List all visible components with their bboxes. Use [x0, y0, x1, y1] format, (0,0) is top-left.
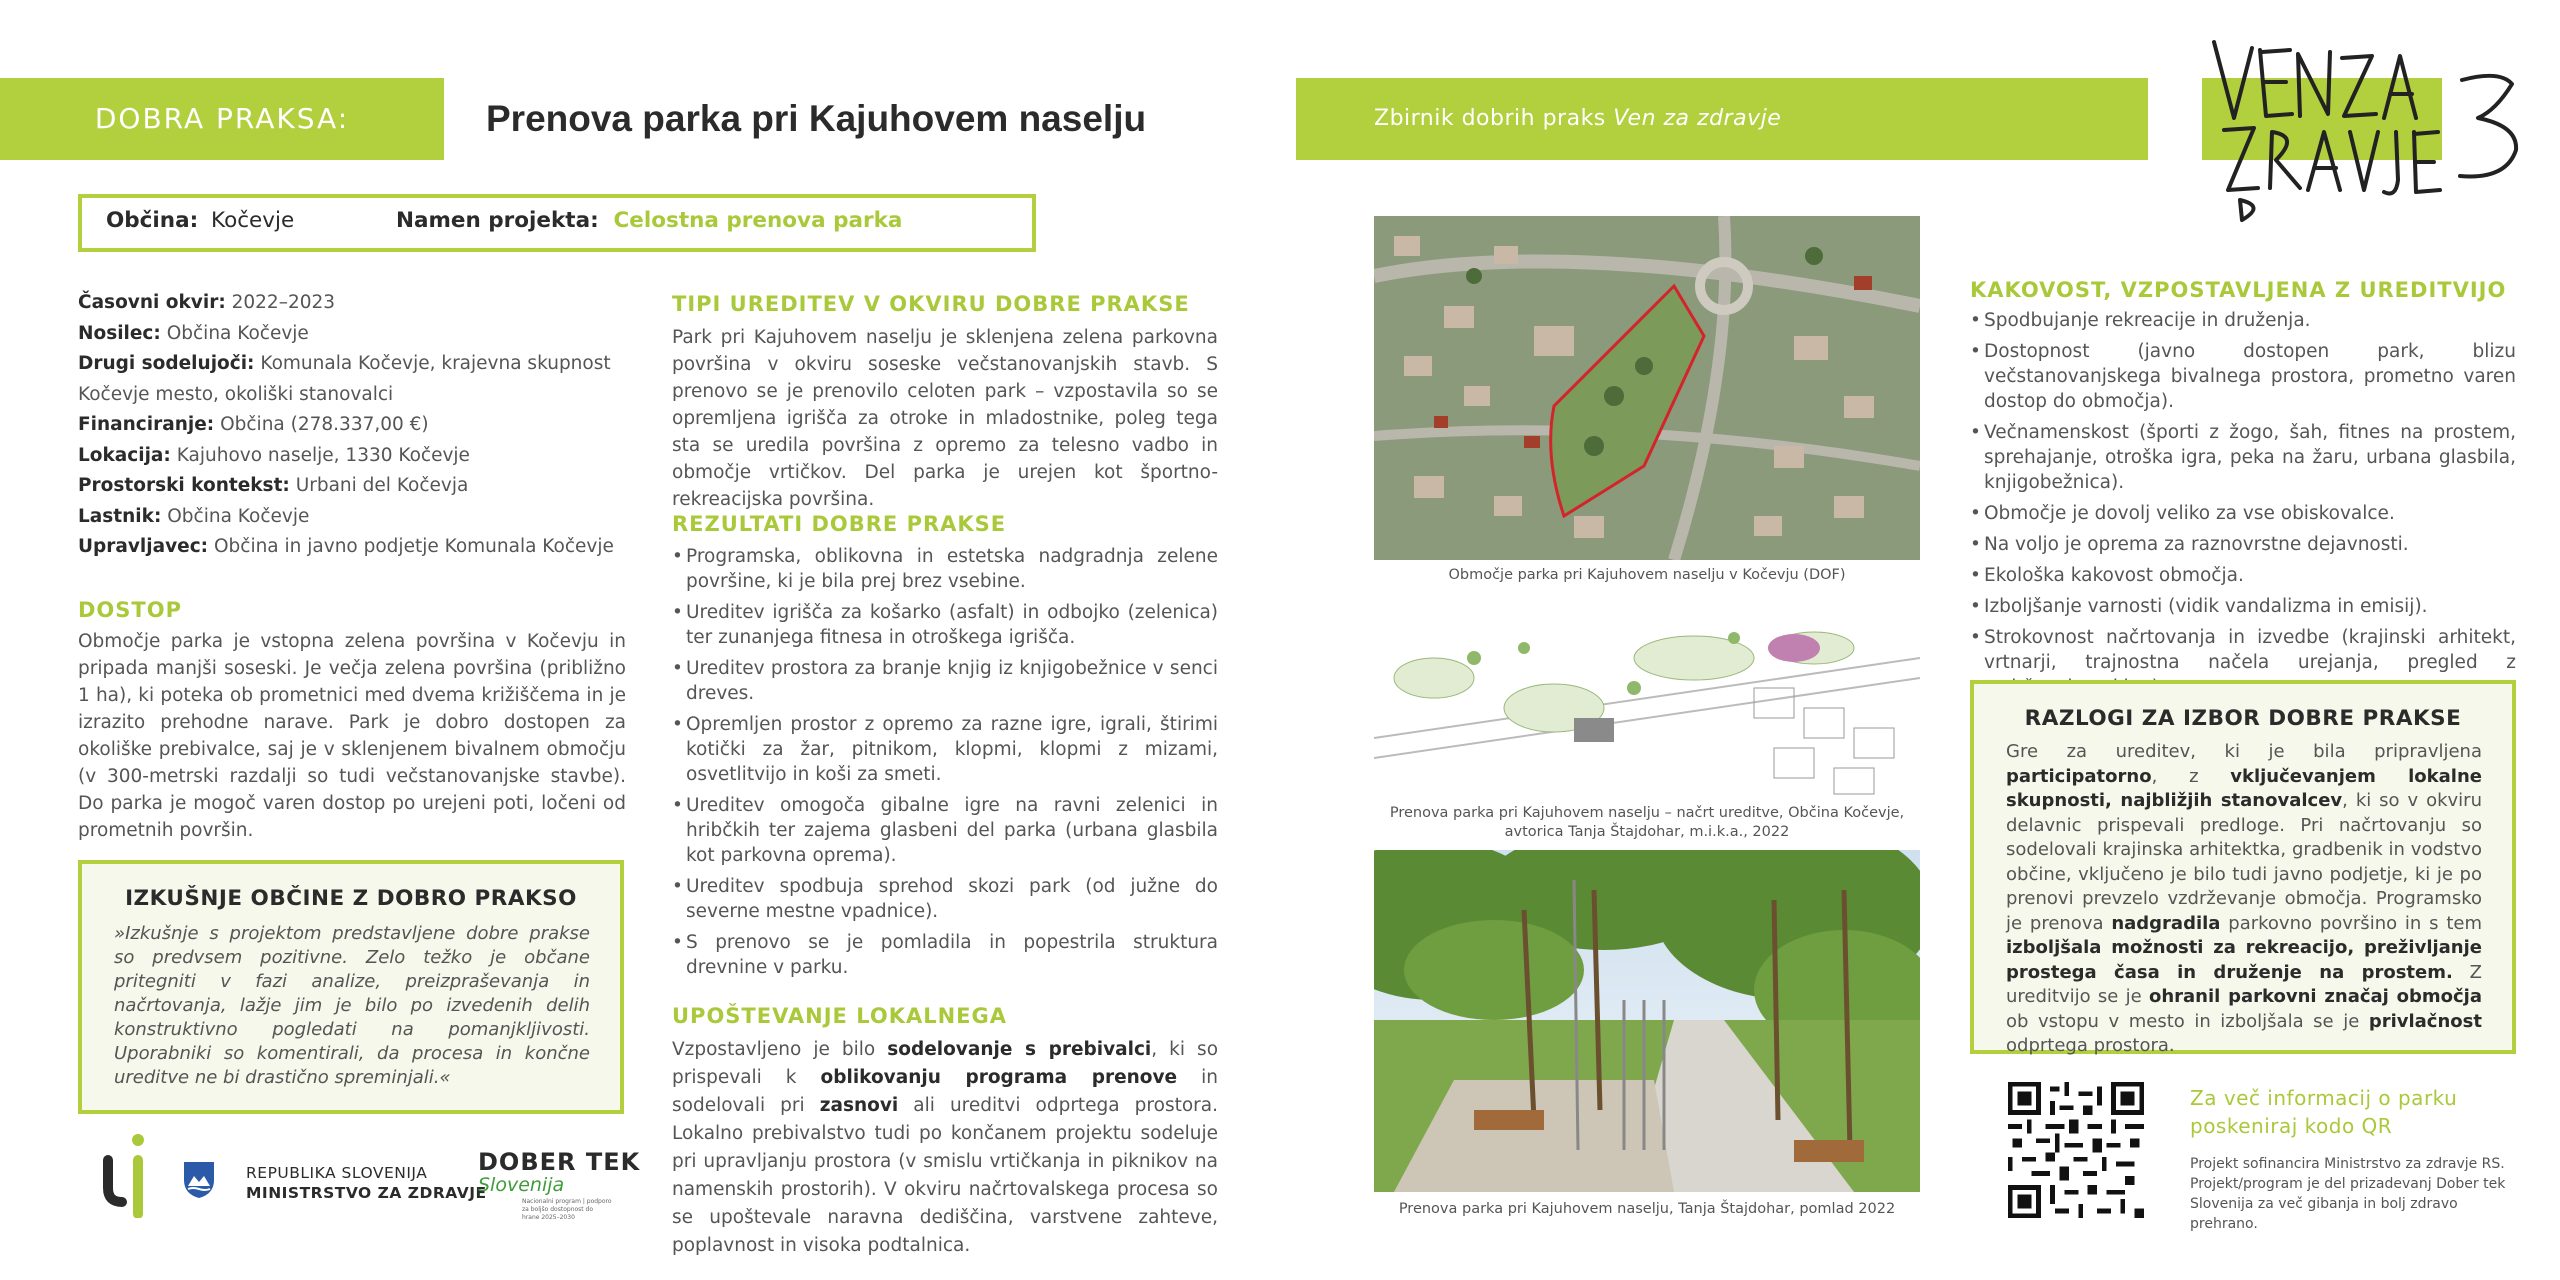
- dober-tek-small: Nacionalni program | podporo za boljšo dostopnost do hrane 2025–2030: [522, 1198, 612, 1221]
- izkusnje-title: IZKUŠNJE OBČINE Z DOBRO PRAKSO: [125, 886, 577, 911]
- park-photo-image: [1374, 850, 1920, 1192]
- compendium-title: [1374, 78, 1781, 160]
- meta-row: Nosilec: Občina Kočevje: [78, 322, 309, 344]
- rezultati-list: [672, 544, 1218, 986]
- meta-row: Lokacija: Kajuhovo naselje, 1330 Kočevje: [78, 444, 470, 466]
- list-item: • Ureditev omogoča gibalne igre na ravni zelenici in hribčkih ter zajema glasbeni del parka (urbana glasbila kot parkovna oprema).: [672, 793, 1218, 868]
- page-title: Prenova parka pri Kajuhovem naselju: [486, 98, 1147, 139]
- meta-row: Financiranje: Občina (278.337,00 €): [78, 414, 429, 435]
- compendium-prefix: Zbirnik dobrih praks: [1374, 106, 1606, 131]
- list-item: • S prenovo se je pomladila in popestrila struktura drevnine v parku.: [672, 930, 1218, 980]
- dober-tek-logo: DOBER TEK: [478, 1148, 641, 1176]
- qr-code-icon[interactable]: [2008, 1082, 2144, 1218]
- meta-list: [78, 288, 658, 563]
- meta-row: Upravljavec: Občina in javno podjetje Komunala Kočevje: [78, 536, 614, 557]
- qr-cta-line2: poskeniraj kodo QR: [2190, 1114, 2393, 1138]
- tipi-title: TIPI UREDITEV V OKVIRU DOBRE PRAKSE: [672, 292, 1190, 316]
- qr-cta-line1: Za več informacij o parku: [2190, 1086, 2458, 1110]
- meta-row: Drugi sodelujoči: Komunala Kočevje, krajevna skupnost: [78, 353, 611, 374]
- u-logo-icon: [100, 1130, 152, 1218]
- obcina-label: Občina:: [106, 208, 199, 233]
- izkusnje-text: »Izkušnje s projektom predstavljene dobre prakse so predvsem pozitivne. Zelo težko je občane pritegniti v fazi analize, preizpraševanja in načrtovanja, lažje jim je bilo po izvedenih delih konstruktivno pogledati na pomanjkljivosti. Uporabniki so komentirali, da procesa in končne ureditve ne bi drastično spreminjali.«: [114, 923, 590, 1088]
- kakovost-list: [1970, 308, 2516, 706]
- meta-row: Prostorski kontekst: Urbani del Kočevja: [78, 475, 469, 496]
- photo-caption: Prenova parka pri Kajuhovem naselju, Tanja Štajdohar, pomlad 2022: [1398, 1201, 1896, 1217]
- obcina-value: Kočevje: [211, 208, 295, 233]
- tipi-text: Park pri Kajuhovem naselju je sklenjena zelena parkovna površina v okviru soseske večstanovanjskih stavb. S prenovo se je prenovilo celoten park – vzpostavila so se opremljena igrišča za otroke in mladostnike, poleg tega sta se uredila površina z opremo za telesno vadbo in območje vrtičkov. Del parka je urejen kot športno-rekreacijska površina.: [672, 327, 1218, 510]
- list-item: • Ekološka kakovost območja.: [1970, 563, 2516, 588]
- plan-image: [1374, 618, 1920, 800]
- meta-row: Lastnik: Občina Kočevje: [78, 505, 310, 527]
- obcina-row: [106, 208, 294, 233]
- upostevanje-text: Vzpostavljeno je bilo sodelovanje s prebivalci, ki so prispevali k oblikovanju programa prenove in sodelovali pri zasnovi ali ureditvi odprtega prostora. Lokalno prebivalstvo tudi po končanem projektu sodeluje pri upravljanju prostora (v smislu vrtičkanja in piknikov na namenskih prostorih). V okviru načrtovalskega procesa so se upoštevale naravna dediščina, varstvene zahteve, poplavnost in visoka podtalnica.: [672, 1039, 1219, 1256]
- list-item: • Na voljo je oprema za raznovrstne dejavnosti.: [1970, 532, 2516, 557]
- list-item: • Ureditev spodbuja sprehod skozi park (od južne do severne mestne vpadnice).: [672, 874, 1218, 924]
- ven-za-zdravje-logo: [2200, 20, 2530, 230]
- header-label: DOBRA PRAKSA:: [94, 102, 350, 135]
- coat-of-arms-icon: [182, 1160, 216, 1200]
- meta-row: Časovni okvir: 2022–2023: [78, 292, 336, 313]
- dober-tek-sub: Slovenija: [478, 1174, 565, 1196]
- namen-row: [396, 208, 902, 233]
- upostevanje-title: UPOŠTEVANJE LOKALNEGA: [672, 1004, 1008, 1028]
- list-item: • Spodbujanje rekreacije in druženja.: [1970, 308, 2516, 333]
- ministry-line1: REPUBLIKA SLOVENIJA: [246, 1164, 428, 1182]
- namen-value: Celostna prenova parka: [613, 208, 903, 233]
- list-item: • Ureditev igrišča za košarko (asfalt) in odbojko (zelenica) ter zunanjega fitnesa in otroškega igrišča.: [672, 600, 1218, 650]
- list-item: • Izboljšanje varnosti (vidik vandalizma in emisij).: [1970, 594, 2516, 619]
- aerial-map-image: [1374, 216, 1920, 560]
- list-item: • Strokovnost načrtovanja in izvedbe (krajinski arhitekt, vrtnarji, trajnostna načela urejanja, pregled z: [1970, 625, 2516, 700]
- plan-caption: Prenova parka pri Kajuhovem naselju – načrt ureditve, Občina Kočevje, avtorica Tanja Štajdohar, m.i.k.a., 2022: [1389, 805, 1905, 840]
- meta-row: Kočevje mesto, okoliški stanovalci: [78, 383, 394, 405]
- rezultati-title: REZULTATI DOBRE PRAKSE: [672, 512, 1007, 536]
- list-item: • Programska, oblikovna in estetska nadgradnja zelene površine, ki je bila prej brez vsebine.: [672, 544, 1218, 594]
- kakovost-title: KAKOVOST, VZPOSTAVLJENA Z UREDITVIJO: [1970, 278, 2507, 302]
- funding-note: Projekt sofinancira Ministrstvo za zdravje RS. Projekt/program je del prizadevanj Dober tek Slovenija za več gibanja in bolj zdravo prehrano.: [2190, 1156, 2506, 1232]
- compendium-italic: Ven za zdravje: [1613, 106, 1782, 131]
- aerial-caption: Območje parka pri Kajuhovem naselju v Kočevju (DOF): [1448, 567, 1846, 583]
- list-item: • Ureditev prostora za branje knjig iz knjigobežnice v senci dreves.: [672, 656, 1218, 706]
- list-item: • Večnamenskost (športi z žogo, šah, fitnes na prostem, sprehajanje, otroška igra, peka na žaru, urbana glasbila, knjigobežnica).: [1970, 420, 2516, 495]
- razlogi-text: Gre za ureditev, ki je bila pripravljena participatorno, z vključevanjem lokalne skupnosti, najbližjih stanovalcev, ki so v okviru delavnic prispevali predloge. Pri načrtovanju so sodelovali krajinska arhitektka, gradbenik in vodstvo občine, vključeno je bilo tudi javno podjetje, ki je po prenovi prevzelo vzdrževanje območja. Programsko je prenova nadgradila parkovno površino in s tem izboljšala možnosti za rekreacijo, preživljanje prostega časa in druženje na prostem. Z ureditvijo se je ohranil parkovni značaj območja ob vstopu v mesto in izboljšala se je privlačnost odprtega prostora.: [2006, 741, 2483, 1056]
- namen-label: Namen projekta:: [396, 208, 599, 233]
- list-item: • Območje je dovolj veliko za vse obiskovalce.: [1970, 501, 2516, 526]
- dostop-title: DOSTOP: [78, 598, 182, 622]
- ministry-line2: MINISTRSTVO ZA ZDRAVJE: [246, 1184, 487, 1202]
- list-item: • Dostopnost (javno dostopen park, blizu večstanovanjskega bivalnega prostora, prometno varen dostop do območja).: [1970, 339, 2516, 414]
- razlogi-title: RAZLOGI ZA IZBOR DOBRE PRAKSE: [2024, 706, 2462, 731]
- dostop-text: Območje parka je vstopna zelena površina v Kočevju in pripada manjši soseski. Je večja zelena površina (približno 1 ha), ki poteka ob prometnici med dvema križiščema in je izrazito prehodne narave. Park je dobro dostopen za okoliške prebivalce, saj je v sklenjenem bivalnem območju (v 300-metrski razdalji so tudi večstanovanjske stavbe). Do parka je mogoč varen dostop po urejeni poti, ločeni od prometnih površin.: [78, 631, 626, 841]
- list-item: • Opremljen prostor z opremo za razne igre, igrali, štirimi kotički za žar, pitnikom, klopmi, klopmi z mizami, osvetlitvijo in koši za smeti.: [672, 712, 1218, 787]
